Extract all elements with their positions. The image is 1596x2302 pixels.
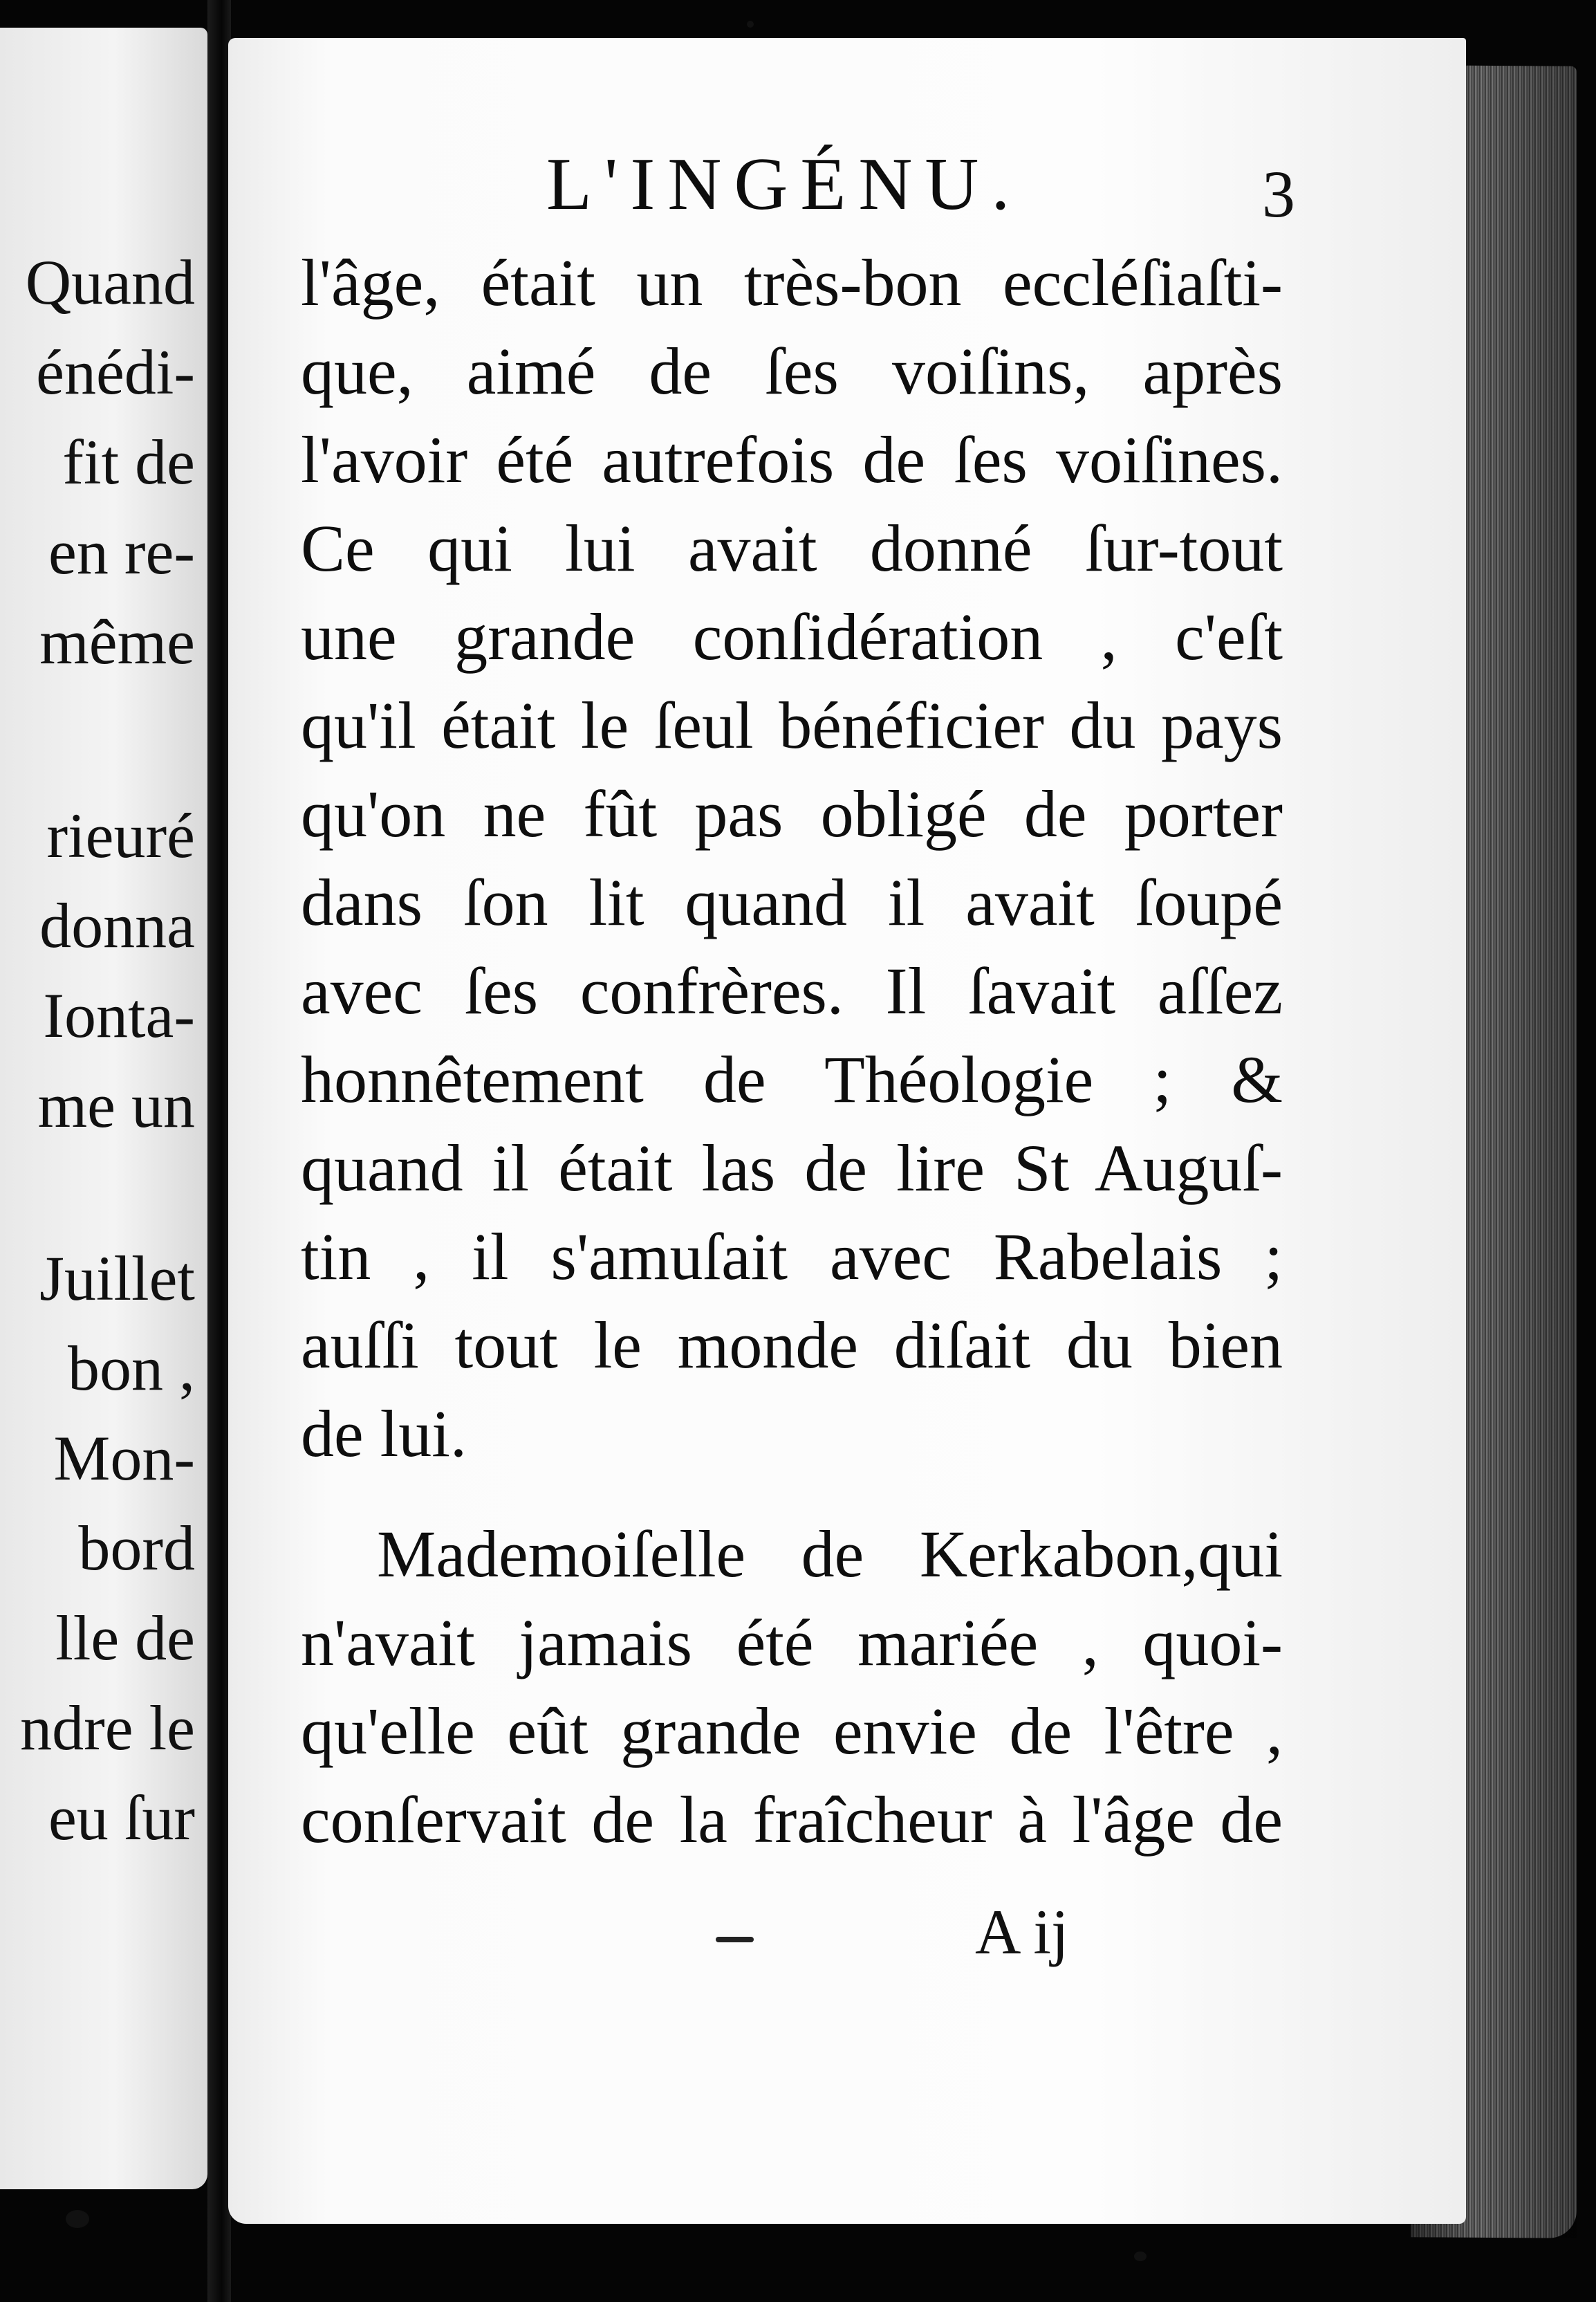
paragraph-gap — [301, 1478, 1283, 1510]
previous-page-line: bord — [78, 1513, 195, 1583]
text-line: de lui. — [301, 1397, 467, 1471]
previous-page-line: donna — [39, 890, 195, 961]
previous-page-line: rieuré — [46, 800, 195, 871]
text-line: qu'on ne fût pas obligé de porter — [301, 777, 1283, 851]
ink-dash-mark — [716, 1937, 754, 1942]
paragraph-1 — [301, 239, 1283, 1478]
text-line: tin , il s'amuſait avec Rabelais ; — [301, 1219, 1283, 1293]
previous-page-line: même — [39, 607, 195, 677]
text-line: dans ſon lit quand il avait ſoupé — [301, 865, 1283, 939]
previous-page-line: fit de — [62, 427, 195, 497]
previous-page-line: en re- — [48, 517, 195, 587]
previous-page-line: me un — [37, 1070, 195, 1141]
text-line: avec ſes confrères. Il ſavait aſſez — [301, 954, 1283, 1028]
signature-mark: A ij — [975, 1897, 1069, 1967]
ink-speck — [1134, 2252, 1147, 2261]
previous-page-line: Quand — [25, 247, 195, 317]
previous-page-line: Mon- — [53, 1423, 195, 1493]
text-line: l'avoir été autrefois de ſes voiſines. — [301, 423, 1283, 497]
page-number: 3 — [1262, 157, 1295, 231]
running-title: L'INGÉNU. — [546, 143, 1023, 225]
text-line: Mademoiſelle de Kerkabon,qui — [377, 1517, 1283, 1591]
previous-page-line: Ionta- — [43, 980, 195, 1051]
text-line: l'âge, était un très-bon eccléſiaſti- — [301, 246, 1283, 320]
previous-page-fragment — [0, 28, 207, 2189]
ink-speck — [66, 2210, 89, 2228]
text-line: qu'il était le ſeul bénéficier du pays — [301, 688, 1283, 762]
previous-page-line: énédi- — [36, 337, 195, 407]
text-line: conſervait de la fraîcheur à l'âge de — [301, 1783, 1283, 1857]
paragraph-2 — [301, 1510, 1283, 1864]
page-body — [301, 239, 1283, 1864]
previous-page-line: ndre le — [20, 1693, 195, 1763]
text-line: n'avait jamais été mariée , quoi- — [301, 1605, 1283, 1679]
text-line: quand il était las de lire St Auguſ- — [301, 1131, 1283, 1205]
text-line: auſſi tout le monde diſait du bien — [301, 1308, 1283, 1382]
text-line: honnêtement de Théologie ; & — [301, 1042, 1283, 1116]
previous-page-line: bon , — [68, 1333, 195, 1403]
text-line: qu'elle eût grande envie de l'être , — [301, 1694, 1283, 1768]
previous-page-line: lle de — [55, 1603, 195, 1673]
previous-page-line: Juillet — [39, 1243, 195, 1314]
text-line: Ce qui lui avait donné ſur-tout — [301, 511, 1283, 585]
ink-speck — [747, 21, 754, 28]
text-line: une grande conſidération , c'eſt — [301, 600, 1283, 674]
previous-page-line: eu ſur — [48, 1783, 195, 1853]
page-header — [315, 142, 1352, 232]
book-gutter — [207, 0, 231, 2302]
text-line: que, aimé de ſes voiſins, après — [301, 334, 1283, 408]
